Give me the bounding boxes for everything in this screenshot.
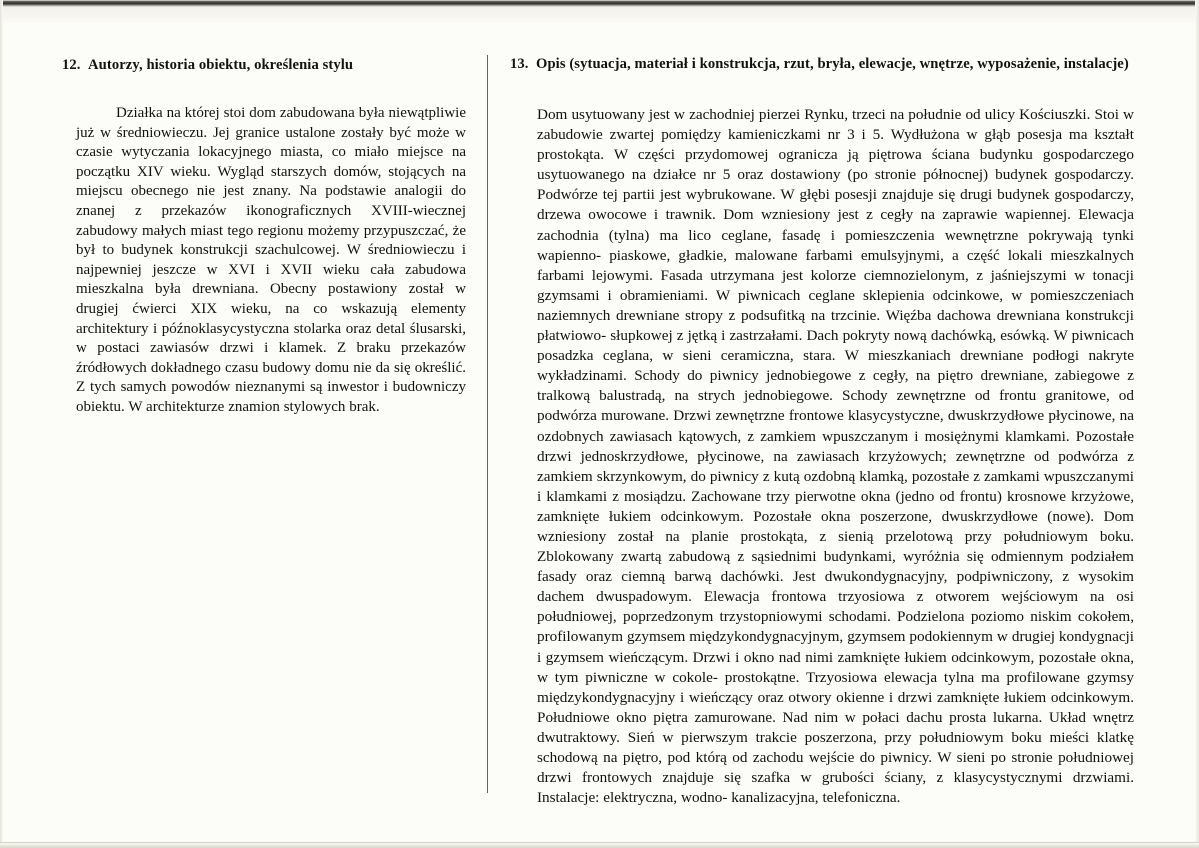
column-divider-rule xyxy=(487,55,488,793)
section-heading-13 xyxy=(510,55,1134,74)
section-heading-12 xyxy=(62,56,466,75)
scan-edge-top xyxy=(0,0,1199,7)
scan-edge-bottom-line xyxy=(0,842,1199,843)
section-number-12: 12. xyxy=(62,57,81,73)
scan-edge-left xyxy=(0,0,3,848)
section-title-12: Autorzy, historia obiektu, określenia stylu xyxy=(88,57,354,73)
section-title-13: Opis (sytuacja, materiał i konstrukcja, rzut, bryła, elewacje, wnętrze, wyposażenie, instalacje) xyxy=(536,56,1129,72)
scan-edge-top-fade xyxy=(0,7,1199,23)
section-body-12: Działka na której stoi dom zabudowana była niewątpliwie już w średniowieczu. Jej granice ustalone zostały być może w czasie wytyczania lokacyjnego miasta, co miało miejsce na początku XIV wieku. Wygląd starszych domów, stojących na miejscu obecnego nie jest znany. Na podstawie analogii do znanej z przekazów ikonograficznych XVIII-wiecznej zabudowy małych miast tego regionu możemy przypuszczać, że był to budynek konstrukcji szachulcowej. W średniowieczu i najpewniej jeszcze w XVI i XVII wieku cała zabudowa mieszkalna była drewniana. Obecny postawiony został w drugiej ćwierci XIX wieku, na co wskazują elementy architektury i późnoklasycystyczna stolarka oraz detal ślusarski, w postaci zawiasów drzwi i klamek. Z braku przekazów źródłowych dokładnego czasu budowy domu nie da się określić. Z tych samych powodów nieznanymi są inwestor i budowniczy obiektu. W architekturze znamion stylowych brak. xyxy=(76,105,466,415)
section-number-13: 13. xyxy=(510,56,529,72)
section-body-13: Dom usytuowany jest w zachodniej pierzei Rynku, trzeci na południe od ulicy Kościuszki. Stoi w zabudowie zwartej pomiędzy kamieniczkami nr 3 i 5. Wydłużona w głąb posesja ma kształt prostokąta. W części przydomowej ogranicza ją piętrowa ściana budynku gospodarczego usytuowanego na działce nr 5 oraz dostawiony (po stronie północnej) budynek gospodarczy. Podwórze tej partii jest wybrukowane. W głębi posesji znajduje się drugi budynek gospodarczy, drzewa owocowe i trawnik. Dom wzniesiony jest z cegły na zaprawie wapiennej. Elewacja zachodnia (tylna) ma lico ceglane, fasadę i pomieszczenia wewnętrzne pokrywają tynki wapienno- piaskowe, gładkie, malowane farbami emulsyjnymi, a część lokali mieszkalnych farbami lejowymi. Fasada utrzymana jest kolorze ciemnozielonym, z jaśniejszymi w tonacji gzymsami i obramieniami. W piwnicach ceglane sklepienia odcinkowe, w pomieszczeniach naziemnych drewniane stropy z podsufitką na trzcinie. Więźba dachowa drewniana konstrukcji płatwiowo- słupkowej z jętką i zastrzałami. Dach pokryty nową dachówką, esówką. W piwnicach posadzka ceglana, w sieni ceramiczna, stara. W mieszkaniach drewniane podłogi nakryte wykładzinami. Schody do piwnicy jednobiegowe z cegły, na piętro drewniane, zabiegowe z tralkową balustradą, na strych jednobiegowe. Schody zewnętrzne od frontu granitowe, od podwórza murowane. Drzwi zewnętrzne frontowe klasycystyczne, dwuskrzydłowe płycinowe, na ozdobnych zawiasach kątowych, z zamkiem wpuszczanym i mosiężnymi klamkami. Pozostałe drzwi jednoskrzydłowe, płycinowe, na zawiasach krzyżowych; zewnętrzne od podwórza z zamkiem skrzynkowym, do piwnicy z kutą ozdobną klamką, pozostałe z zamkami wpuszczanymi i klamkami z mosiądzu. Zachowane trzy pierwotne okna (jedno od frontu) krosnowe krzyżowe, zamknięte łukiem odcinkowym. Pozostałe okna poszerzone, dwuskrzydłowe (nowe). Dom wzniesiony został na planie prostokąta, z sienią przelotową przy południowym boku. Zblokowany zwartą zabudową z sąsiednimi budynkami, wyróżnia się odmiennym podziałem fasady oraz ciemną barwą dachówki. Jest dwukondygnacyjny, podpiwniczony, z wysokim dachem dwuspadowym. Elewacja frontowa trzyosiowa z otworem wejściowym na osi południowej, poprzedzonym trzystopniowymi schodami. Podzielona poziomo niskim cokołem, profilowanym gzymsem międzykondygnacyjnym, gzymsem podokiennym w drugiej kondygnacji i gzymsem wieńczącym. Drzwi i okno nad nimi zamknięte łukiem odcinkowym, pozostałe okna, w tym piwniczne w cokole- prostokątne. Trzyosiowa elewacja tylna ma profilowane gzymsy międzykondygnacyjny i wieńczący oraz otwory okienne i drzwi zamknięte łukiem odcinkowym. Południowe okno piętra zamurowane. Nad nim w połaci dachu prosta lukarna. Układ wnętrz dwutraktowy. Sień w pierwszym trakcie poszerzona, przy południowym boku mieści klatkę schodową na piętro, pod którą od zachodu wejście do piwnicy. W sieni po stronie południowej drzwi frontowych znajduje się szafka w grubości ściany, z klasycystycznymi drzwiami. Instalacje: elektryczna, wodno- kanalizacyjna, telefoniczna. xyxy=(537,106,1134,807)
scan-edge-right xyxy=(1195,0,1199,848)
